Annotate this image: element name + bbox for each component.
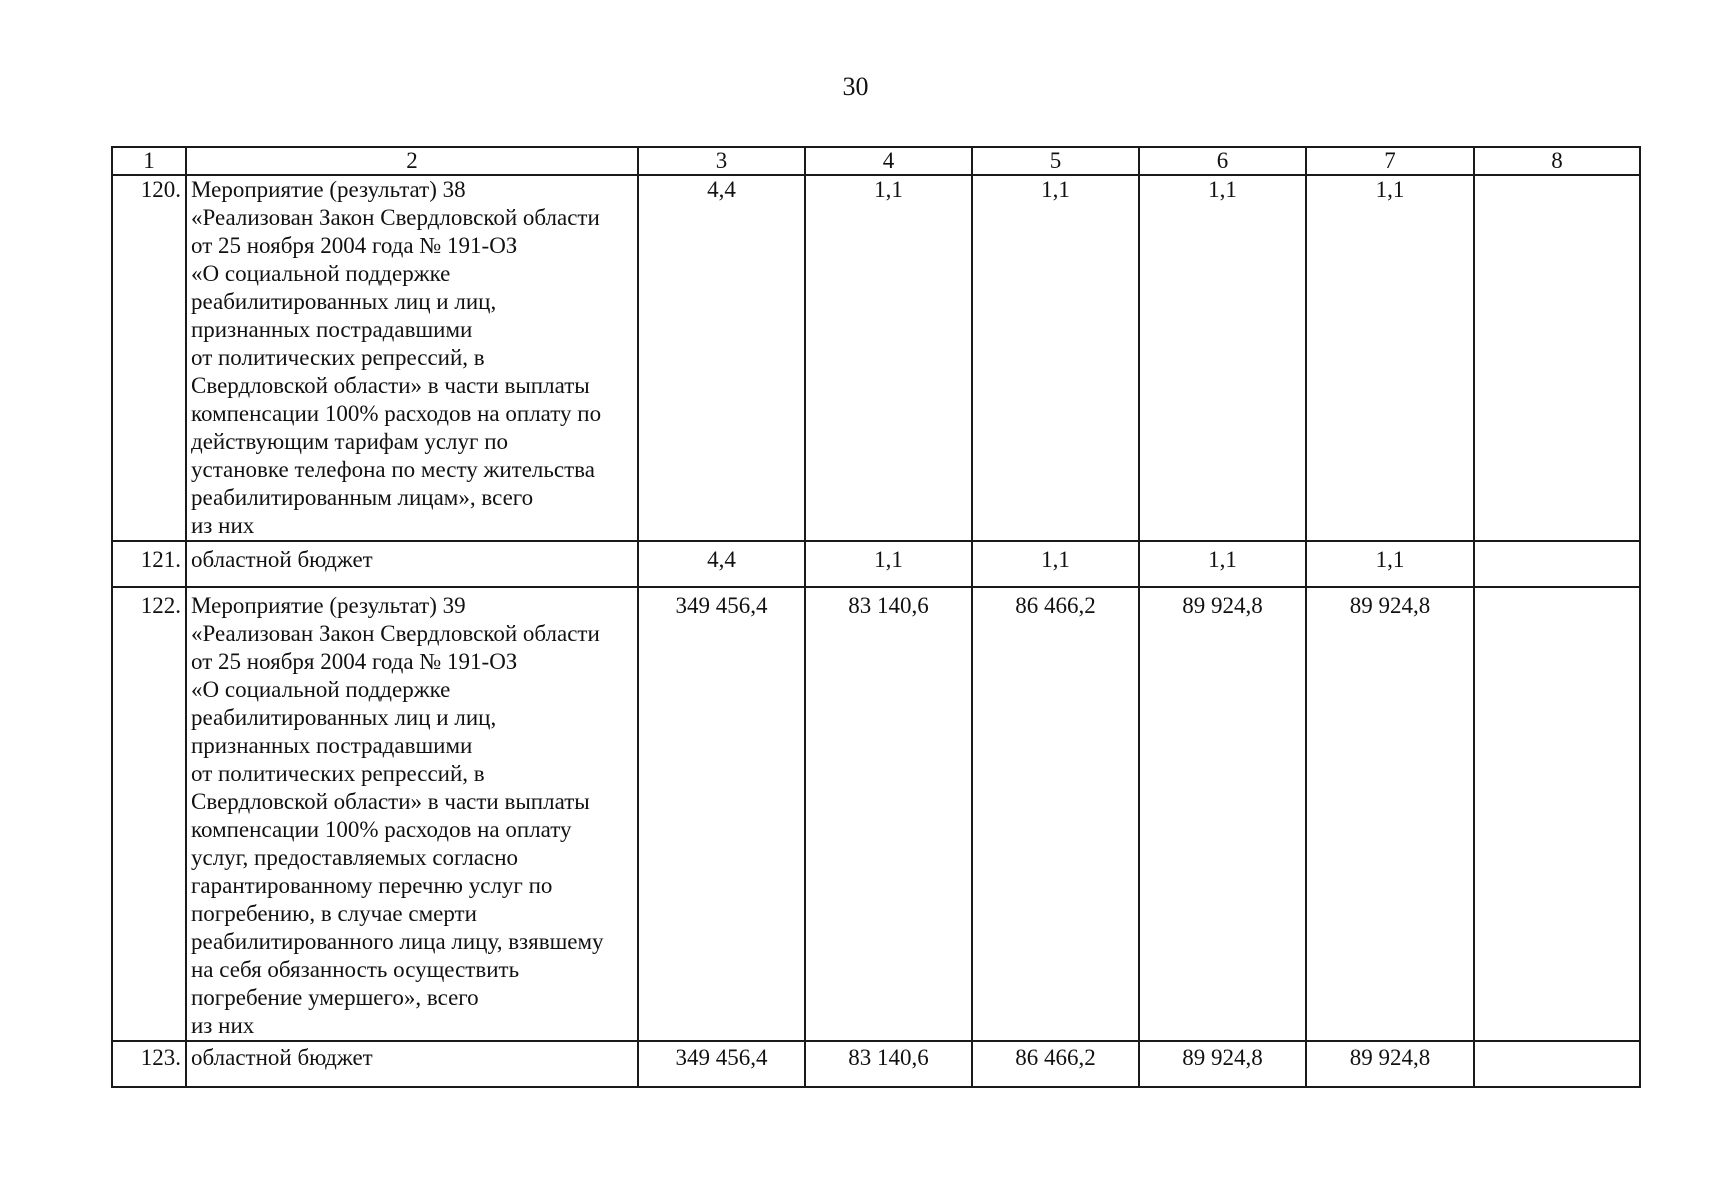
value-cell: 1,1	[1306, 175, 1474, 541]
column-header: 8	[1474, 147, 1640, 175]
budget-table	[111, 146, 1641, 1088]
row-number: 121.	[112, 541, 186, 587]
column-header: 3	[638, 147, 805, 175]
column-header: 6	[1139, 147, 1306, 175]
value-cell: 1,1	[972, 175, 1139, 541]
value-cell: 349 456,4	[638, 1041, 805, 1087]
row-description: Мероприятие (результат) 39 «Реализован Закон Свердловской области от 25 ноября 2004 года № 191-ОЗ «О социальной поддержке реабилитированных лиц и лиц, признанных пострадавшими от политических репрессий, в Свердловской области» в части выплаты компенсации 100% расходов на оплату услуг, предоставляемых согласно гарантированному перечню услуг по погребению, в случае смерти реабилитированного лица лицу, взявшему на себя обязанность осуществить погребение умершего», всего из них	[186, 587, 638, 1041]
value-cell: 4,4	[638, 175, 805, 541]
page-number: 30	[842, 72, 869, 101]
value-cell: 83 140,6	[805, 587, 972, 1041]
value-cell	[1474, 587, 1640, 1041]
value-cell: 1,1	[805, 175, 972, 541]
value-cell: 89 924,8	[1306, 587, 1474, 1041]
row-number: 123.	[112, 1041, 186, 1087]
table-row	[112, 1041, 1640, 1087]
row-number: 120.	[112, 175, 186, 541]
value-cell	[1474, 541, 1640, 587]
table-header-row	[112, 147, 1640, 175]
value-cell: 1,1	[1139, 175, 1306, 541]
column-header: 5	[972, 147, 1139, 175]
value-cell: 1,1	[1306, 541, 1474, 587]
column-header: 1	[112, 147, 186, 175]
row-description: областной бюджет	[186, 541, 638, 587]
value-cell: 86 466,2	[972, 1041, 1139, 1087]
value-cell: 1,1	[805, 541, 972, 587]
value-cell: 1,1	[972, 541, 1139, 587]
value-cell: 89 924,8	[1139, 1041, 1306, 1087]
table-row	[112, 541, 1640, 587]
value-cell: 89 924,8	[1139, 587, 1306, 1041]
row-number: 122.	[112, 587, 186, 1041]
value-cell: 349 456,4	[638, 587, 805, 1041]
value-cell: 89 924,8	[1306, 1041, 1474, 1087]
value-cell	[1474, 1041, 1640, 1087]
table-row	[112, 587, 1640, 1041]
value-cell: 4,4	[638, 541, 805, 587]
row-description: областной бюджет	[186, 1041, 638, 1087]
column-header: 4	[805, 147, 972, 175]
value-cell: 86 466,2	[972, 587, 1139, 1041]
column-header: 7	[1306, 147, 1474, 175]
value-cell: 1,1	[1139, 541, 1306, 587]
table-row	[112, 175, 1640, 541]
row-description: Мероприятие (результат) 38 «Реализован Закон Свердловской области от 25 ноября 2004 года № 191-ОЗ «О социальной поддержке реабилитированных лиц и лиц, признанных пострадавшими от политических репрессий, в Свердловской области» в части выплаты компенсации 100% расходов на оплату по действующим тарифам услуг по установке телефона по месту жительства реабилитированным лицам», всего из них	[186, 175, 638, 541]
column-header: 2	[186, 147, 638, 175]
value-cell: 83 140,6	[805, 1041, 972, 1087]
value-cell	[1474, 175, 1640, 541]
